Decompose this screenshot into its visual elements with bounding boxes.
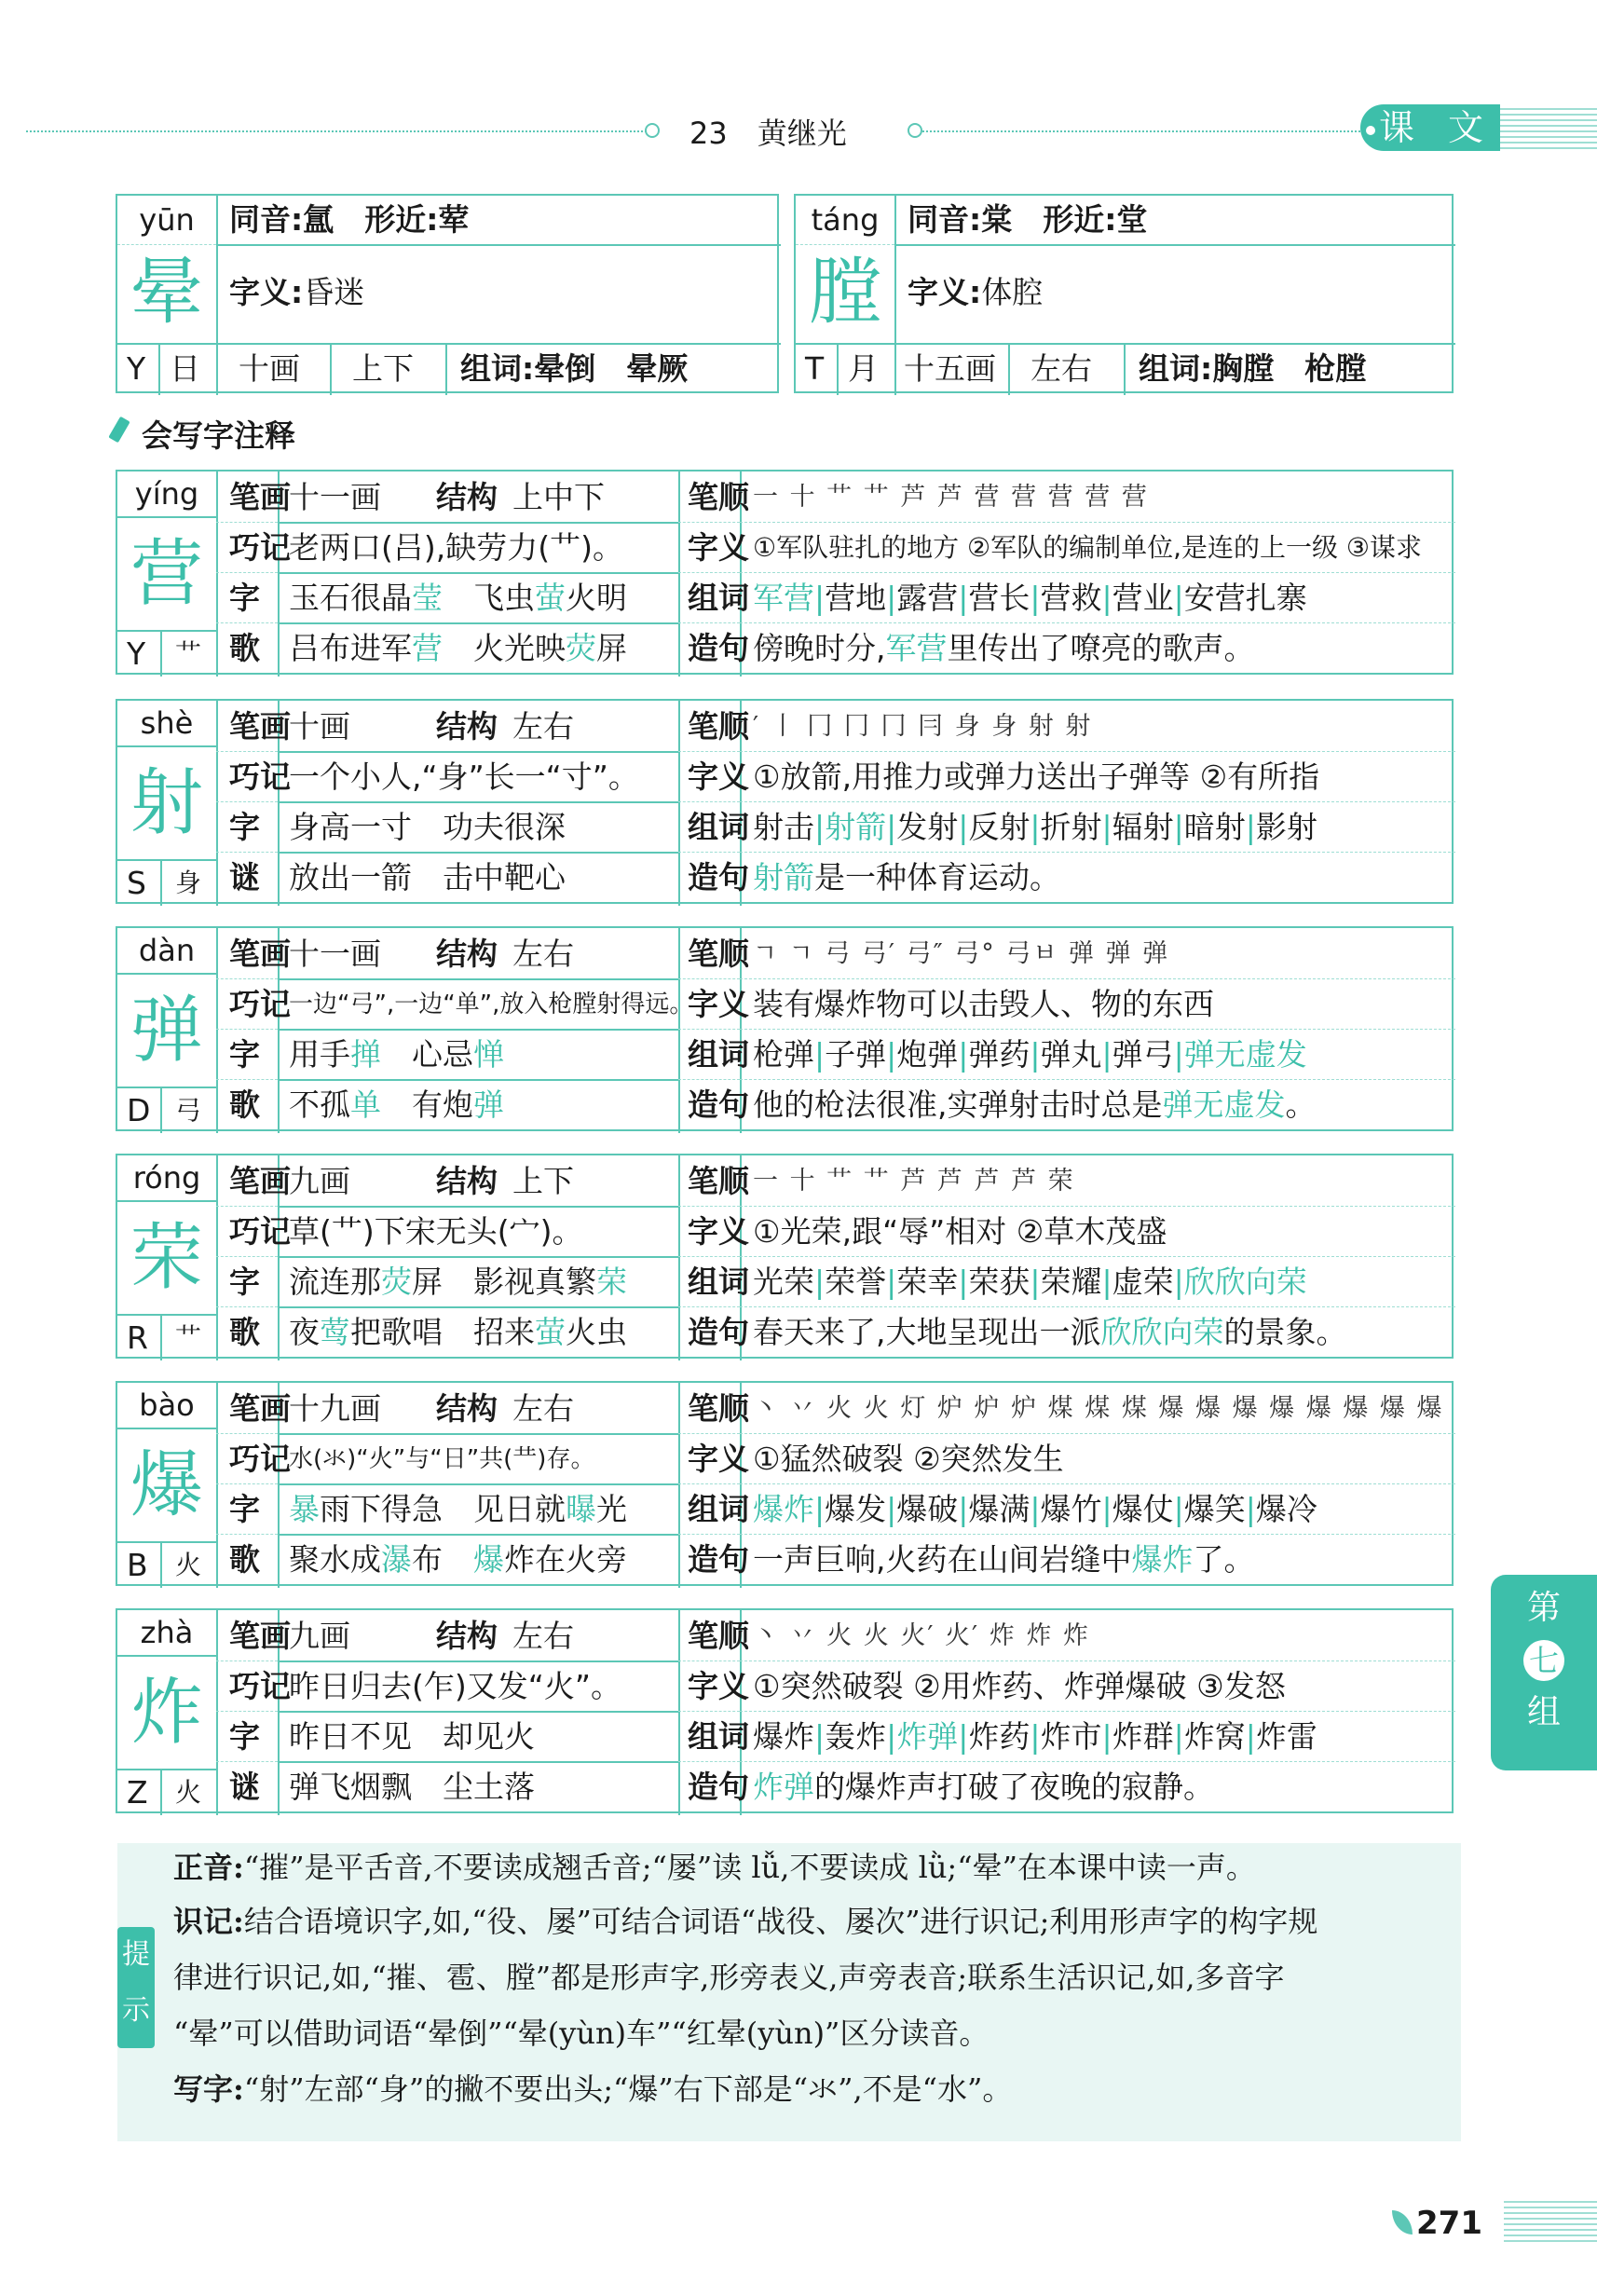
page-number: 271: [1416, 2205, 1482, 2242]
unit-side-tab: 第 七 组: [1491, 1575, 1597, 1770]
meaning: 体腔: [981, 274, 1044, 310]
rhyme-line: 放出一箭 击中靶心: [289, 859, 566, 895]
rhyme-line: 用手掸 心忌惮: [289, 1036, 504, 1073]
row-label: 歌: [229, 1086, 260, 1123]
structure: 上中下: [512, 479, 605, 515]
rhyme-line: 身高一寸 功夫很深: [289, 809, 566, 845]
structure-label: 结构: [436, 936, 498, 972]
stroke-count: 十九画: [289, 1390, 381, 1427]
pencil-icon: [108, 417, 130, 444]
header-circle-right: [908, 123, 922, 138]
row-label: 造句: [688, 859, 749, 895]
tip-label: 正音:: [173, 1850, 244, 1885]
row-label: 造句: [688, 630, 749, 666]
radical: 日: [170, 350, 200, 387]
row-label: 歌: [229, 1314, 260, 1350]
memory-trick: 水(氺)“火”与“日”共(龷)存。: [289, 1445, 595, 1473]
example-sentence: 炸弹的爆炸声打破了夜晚的寂静。: [753, 1769, 1214, 1805]
similar: 形近:堂: [1043, 201, 1148, 238]
row-label: 巧记: [229, 986, 291, 1022]
row-label: 字义: [688, 758, 749, 795]
radical: 月: [848, 350, 879, 387]
words: 组词:晕倒 晕厥: [460, 350, 689, 387]
char-card-róng: [116, 1154, 1454, 1359]
row-label: 字: [229, 1718, 260, 1755]
pinyin: dàn: [138, 933, 196, 968]
char-card-zhà: [116, 1608, 1454, 1813]
stroke-order: ′ 丨 冂 冂 冂 冃 身 身 射 射: [753, 712, 1093, 741]
row-label: 组词: [688, 809, 749, 845]
structure: 上下: [512, 1163, 574, 1199]
row-label: 组词: [688, 580, 749, 616]
row-label: 巧记: [229, 1668, 291, 1704]
row-label: 字: [229, 1036, 260, 1073]
lesson-type-tag: 课 文: [1360, 104, 1500, 151]
row-label: 歌: [229, 630, 260, 666]
pinyin: róng: [132, 1160, 201, 1196]
row-label: 笔顺: [688, 479, 749, 515]
row-label: 笔画: [229, 1163, 291, 1199]
tip-text: “摧”是平舌音,不要读成翘舌音;“屡”读 lǚ,不要读成 lǜ;“晕”在本课中读一声。: [243, 1850, 1256, 1885]
rhyme-line: 弹飞烟飘 尘土落: [289, 1769, 535, 1805]
row-label: 笔画: [229, 936, 291, 972]
radical-letter: B: [127, 1547, 148, 1583]
char-card-dàn: [116, 926, 1454, 1131]
row-label: 造句: [688, 1541, 749, 1578]
structure: 左右: [512, 1390, 574, 1427]
word-list: 爆炸|爆发|爆破|爆满|爆竹|爆仗|爆笑|爆冷: [753, 1491, 1317, 1527]
section-title: 会写字注释: [142, 417, 295, 454]
example-sentence: 一声巨响,火药在山间岩缝中爆炸了。: [753, 1541, 1255, 1578]
row-label: 谜: [229, 1769, 260, 1805]
radical-letter: Y: [127, 636, 146, 672]
row-label: 笔画: [229, 1618, 291, 1654]
word-list: 军营|营地|露营|营长|营救|营业|安营扎寨: [753, 580, 1307, 616]
row-label: 字义: [688, 1441, 749, 1477]
structure: 左右: [512, 708, 574, 745]
word-list: 射击|射箭|发射|反射|折射|辐射|暗射|影射: [753, 809, 1317, 845]
words: 组词:胸膛 枪膛: [1139, 350, 1367, 387]
row-label: 组词: [688, 1491, 749, 1527]
radical-letter: T: [805, 350, 825, 387]
rhyme-line: 吕布进军营 火光映荧屏: [289, 630, 627, 666]
row-label: 造句: [688, 1769, 749, 1805]
example-sentence: 傍晚时分,军营里传出了嘹亮的歌声。: [753, 630, 1255, 666]
meaning-label: 字义:: [229, 274, 304, 310]
row-label: 笔画: [229, 1390, 291, 1427]
radical: 艹: [175, 1322, 202, 1353]
rhyme-line: 聚水成瀑布 爆炸在火旁: [289, 1541, 627, 1578]
radical: 火: [175, 1777, 202, 1808]
word-list: 光荣|荣誉|荣幸|荣获|荣耀|虚荣|欣欣向荣: [753, 1264, 1307, 1300]
stroke-count: 十一画: [289, 479, 381, 515]
row-label: 笔顺: [688, 1390, 749, 1427]
pinyin: bào: [139, 1387, 195, 1423]
memory-trick: 一边“弓”,一边“单”,放入枪膛射得远。: [289, 991, 694, 1018]
meaning-label: 字义:: [908, 274, 982, 310]
tip-text: 结合语境识字,如,“役、屡”可结合词语“战役、屡次”进行识记;利用形声字的构字规: [243, 1904, 1318, 1939]
pinyin: yūn: [139, 202, 195, 238]
big-char: 弹: [130, 989, 203, 1073]
word-list: 枪弹|子弹|炮弹|弹药|弹丸|弹弓|弹无虚发: [753, 1036, 1307, 1073]
char-meaning: ①放箭,用推力或弹力送出子弹等 ②有所指: [753, 758, 1320, 795]
memory-trick: 昨日归去(乍)又发“火”。: [289, 1668, 621, 1704]
tip-text: “晕”可以借助词语“晕倒”“晕(yùn)车”“红晕(yùn)”区分读音。: [173, 2016, 990, 2051]
stroke-count: 九画: [289, 1618, 350, 1654]
rhyme-line: 不孤单 有炮弹: [289, 1086, 504, 1123]
similar: 形近:荤: [364, 201, 470, 238]
strokes: 十五画: [904, 350, 996, 387]
row-label: 字: [229, 580, 260, 616]
radical-letter: R: [127, 1319, 148, 1356]
row-label: 组词: [688, 1718, 749, 1755]
radical: 身: [175, 868, 202, 898]
header-stripes: [1500, 108, 1597, 149]
row-label: 笔顺: [688, 1618, 749, 1654]
tips-tab: 提示: [117, 1927, 155, 2048]
row-label: 巧记: [229, 758, 291, 795]
row-label: 字义: [688, 1668, 749, 1704]
rhyme-line: 玉石很晶莹 飞虫萤火明: [289, 580, 627, 616]
row-label: 笔顺: [688, 708, 749, 745]
header-rule-right: [922, 130, 1360, 132]
meaning: 昏迷: [303, 274, 365, 310]
big-char: 射: [130, 761, 203, 845]
pinyin: shè: [140, 705, 194, 741]
memory-trick: 草(艹)下宋无头(宀)。: [289, 1213, 583, 1250]
row-label: 笔画: [229, 708, 291, 745]
vocab-char: 晕: [130, 251, 203, 335]
big-char: 营: [130, 532, 203, 616]
row-label: 歌: [229, 1541, 260, 1578]
char-meaning: ①突然破裂 ②用炸药、炸弹爆破 ③发怒: [753, 1668, 1286, 1704]
rhyme-line: 暴雨下得急 见日就曝光: [289, 1491, 627, 1527]
homophone: 同音:棠: [908, 201, 1013, 238]
structure-label: 结构: [436, 708, 498, 745]
structure: 上下: [352, 350, 414, 387]
row-label: 字义: [688, 529, 749, 566]
char-card-shè: [116, 699, 1454, 904]
header-circle-left: [645, 123, 660, 138]
rhyme-line: 昨日不见 却见火: [289, 1718, 535, 1755]
example-sentence: 春天来了,大地呈现出一派欣欣向荣的景象。: [753, 1314, 1347, 1350]
word-list: 爆炸|轰炸|炸弹|炸药|炸市|炸群|炸窝|炸雷: [753, 1718, 1317, 1755]
row-label: 巧记: [229, 1441, 291, 1477]
radical-letter: Z: [127, 1774, 148, 1811]
radical-letter: Y: [127, 350, 146, 387]
row-label: 笔顺: [688, 936, 749, 972]
row-label: 巧记: [229, 529, 291, 566]
leaf-icon: [1392, 2210, 1413, 2234]
pinyin: zhà: [140, 1615, 194, 1650]
structure-label: 结构: [436, 479, 498, 515]
row-label: 组词: [688, 1036, 749, 1073]
row-label: 组词: [688, 1264, 749, 1300]
structure: 左右: [512, 936, 574, 972]
vocab-char: 膛: [808, 251, 881, 335]
example-sentence: 射箭是一种体育运动。: [753, 859, 1060, 895]
big-char: 荣: [130, 1216, 203, 1300]
rhyme-line: 流连那荧屏 影视真繁荣: [289, 1264, 627, 1300]
stroke-count: 九画: [289, 1163, 350, 1199]
big-char: 爆: [130, 1443, 203, 1527]
radical: 弓: [175, 1095, 202, 1126]
rhyme-line: 夜莺把歌唱 招来萤火虫: [289, 1314, 627, 1350]
radical-letter: D: [127, 1092, 151, 1128]
char-meaning: ①军队驻扎的地方 ②军队的编制单位,是连的上一级 ③谋求: [753, 532, 1423, 563]
memory-trick: 老两口(吕),缺劳力(艹)。: [289, 529, 623, 566]
radical-letter: S: [127, 865, 146, 901]
unit-number: 七: [1523, 1640, 1564, 1681]
homophone: 同音:氲: [229, 201, 334, 238]
char-meaning: ①光荣,跟“辱”相对 ②草木茂盛: [753, 1213, 1167, 1250]
structure-label: 结构: [436, 1618, 498, 1654]
stroke-order: ㄱ ㄱ 弓 弓′ 弓″ 弓° 弓ㅂ 弹 弹 弹: [753, 939, 1170, 968]
row-label: 笔画: [229, 479, 291, 515]
tip-label: 识记:: [173, 1904, 244, 1939]
char-meaning: ①猛然破裂 ②突然发生: [753, 1441, 1064, 1477]
tip-text: 律进行识记,如,“摧、雹、膛”都是形声字,形旁表义,声旁表音;联系生活识记,如,多音字: [173, 1960, 1285, 1995]
row-label: 巧记: [229, 1213, 291, 1250]
vocab-card-tang: [794, 194, 1454, 393]
char-meaning: 装有爆炸物可以击毁人、物的东西: [753, 986, 1214, 1022]
row-label: 造句: [688, 1086, 749, 1123]
row-label: 谜: [229, 859, 260, 895]
radical: 火: [175, 1550, 202, 1580]
stroke-count: 十一画: [289, 936, 381, 972]
footer-stripes: [1504, 2201, 1597, 2242]
big-char: 炸: [130, 1671, 203, 1755]
tip-label: 写字:: [173, 2071, 244, 2107]
row-label: 字: [229, 809, 260, 845]
structure-label: 结构: [436, 1163, 498, 1199]
row-label: 笔顺: [688, 1163, 749, 1199]
example-sentence: 他的枪法很准,实弹射击时总是弹无虚发。: [753, 1086, 1317, 1123]
tip-text: “射”左部“身”的撇不要出头;“爆”右下部是“氺”,不是“水”。: [243, 2071, 1013, 2107]
char-card-yíng: [116, 470, 1454, 675]
radical: 艹: [175, 638, 202, 669]
structure: 左右: [1031, 350, 1092, 387]
row-label: 字义: [688, 1213, 749, 1250]
stroke-order: 一 十 艹 艹 芦 芦 芦 芦 荣: [753, 1167, 1075, 1196]
pinyin: táng: [811, 202, 880, 238]
lesson-title: 23 黄继光: [689, 116, 847, 151]
char-card-bào: [116, 1381, 1454, 1586]
stroke-order: 一 十 艹 艹 芦 芦 营 营 营 营 营: [753, 483, 1149, 512]
stroke-count: 十画: [289, 708, 350, 745]
stroke-order: 丶 丷 火 火 灯 炉 炉 炉 煤 煤 煤 爆 爆 爆 爆 爆 爆 爆 爆: [753, 1394, 1444, 1423]
pinyin: yíng: [134, 476, 199, 512]
row-label: 造句: [688, 1314, 749, 1350]
strokes: 十画: [239, 350, 300, 387]
structure: 左右: [512, 1618, 574, 1654]
memory-trick: 一个小人,“身”长一“寸”。: [289, 758, 639, 795]
row-label: 字: [229, 1491, 260, 1527]
row-label: 字: [229, 1264, 260, 1300]
vocab-card-yun: [116, 194, 779, 393]
structure-label: 结构: [436, 1390, 498, 1427]
header-rule-left: [26, 130, 650, 132]
row-label: 字义: [688, 986, 749, 1022]
stroke-order: 丶 丷 火 火 火′ 火′ 炸 炸 炸: [753, 1621, 1090, 1650]
